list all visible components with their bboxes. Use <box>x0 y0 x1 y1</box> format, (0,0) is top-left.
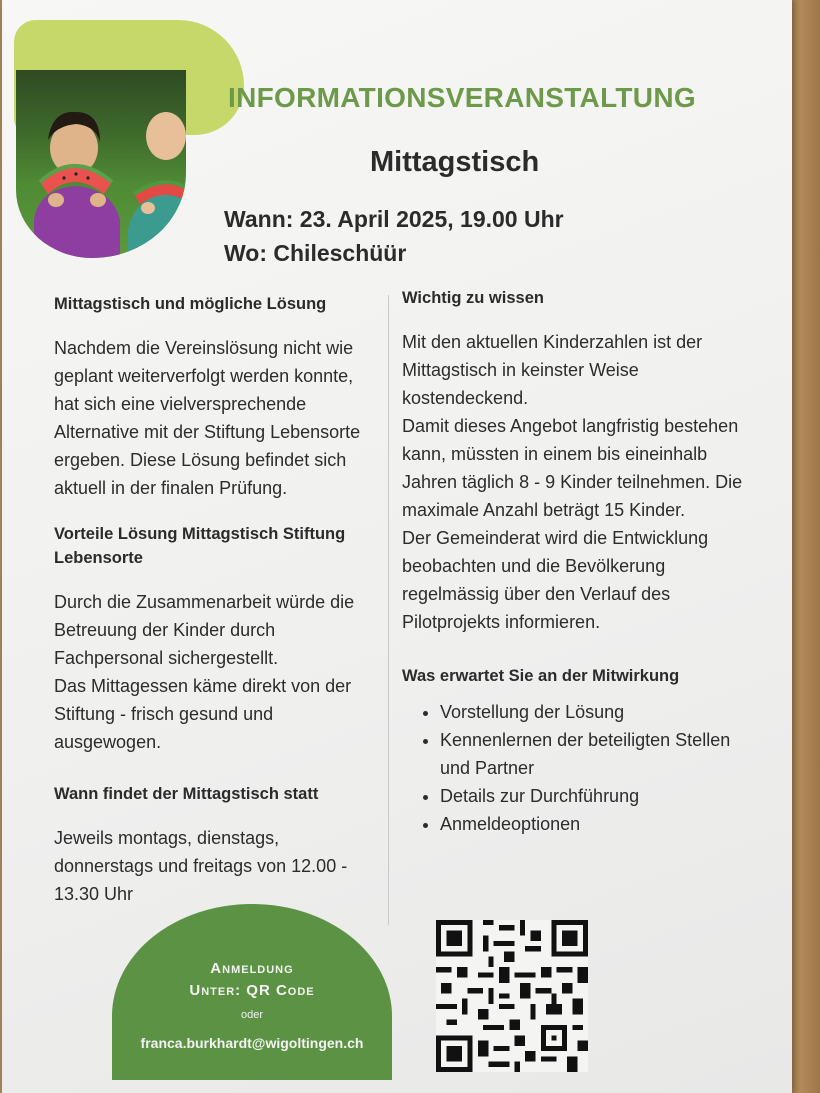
bullet-list <box>402 698 752 838</box>
list-item: • Kennenlernen der beteiligten Stellen und Partner <box>440 726 752 782</box>
registration-label: Anmeldung <box>210 960 294 977</box>
children-photo <box>16 70 186 258</box>
list-item: • Anmeldeoptionen <box>440 810 752 838</box>
section-heading: Wichtig zu wissen <box>402 289 544 307</box>
section-text: Nachdem die Vereinslösung nicht wie geplant weiterverfolgt werden konnte, hat sich eine vielversprechende Alternative mit der Stiftung Lebensorte ergeben. Diese Lösung befindet sich aktuell in der finalen Prüfung. <box>54 338 361 498</box>
event-location: Wo: Chileschüür <box>224 240 407 266</box>
section-text: Durch die Zusammenarbeit würde die Betreuung der Kinder durch Fachpersonal sichergestellt. <box>54 592 355 668</box>
registration-or: oder <box>240 1009 264 1021</box>
section-text: Jeweils montags, dienstags, donnerstags und freitags von 12.00 - 13.30 Uhr <box>54 828 348 904</box>
children-watermelon-illustration <box>16 70 186 258</box>
registration-badge <box>112 904 392 1080</box>
event-date-time: Wann: 23. April 2025, 19.00 Uhr <box>224 206 564 232</box>
column-divider <box>388 295 389 925</box>
section-heading: Wann findet der Mittagstisch statt <box>54 785 319 803</box>
section-heading: Was erwartet Sie an der Mitwirkung <box>402 667 680 685</box>
list-item: • Details zur Durchführung <box>440 782 752 810</box>
left-column <box>54 292 374 908</box>
list-item: • Vorstellung der Lösung <box>440 698 752 726</box>
event-details <box>224 202 564 270</box>
section-text: Mit den aktuellen Kinderzahlen ist der Mittagstisch in keinster Weise kostendeckend. <box>402 332 703 408</box>
section-heading: Mittagstisch und mögliche Lösung <box>54 295 327 313</box>
registration-method: Unter: QR Code <box>189 982 315 999</box>
section-text: Der Gemeinderat wird die Entwicklung beobachten und die Bevölkerung regelmässig über den Verlauf des Pilotprojekts informieren. <box>402 528 709 632</box>
qr-code-icon[interactable] <box>436 920 588 1072</box>
right-column <box>402 286 752 838</box>
section-text: Das Mittagessen käme direkt von der Stiftung - frisch gesund und ausgewogen. <box>54 676 352 752</box>
event-title: INFORMATIONSVERANSTALTUNG <box>228 82 696 113</box>
flyer-page <box>2 0 792 1093</box>
section-heading: Vorteile Lösung Mittagstisch Stiftung Lebensorte <box>54 525 346 567</box>
section-text: Damit dieses Angebot langfristig bestehen kann, müssten in einem bis eineinhalb Jahren täglich 8 - 9 Kinder teilnehmen. Die maximale Anzahl beträgt 15 Kinder. <box>402 416 743 520</box>
registration-email-link[interactable]: franca.burkhardt@wigoltingen.ch <box>140 1035 364 1051</box>
event-subtitle: Mittagstisch <box>370 146 540 178</box>
